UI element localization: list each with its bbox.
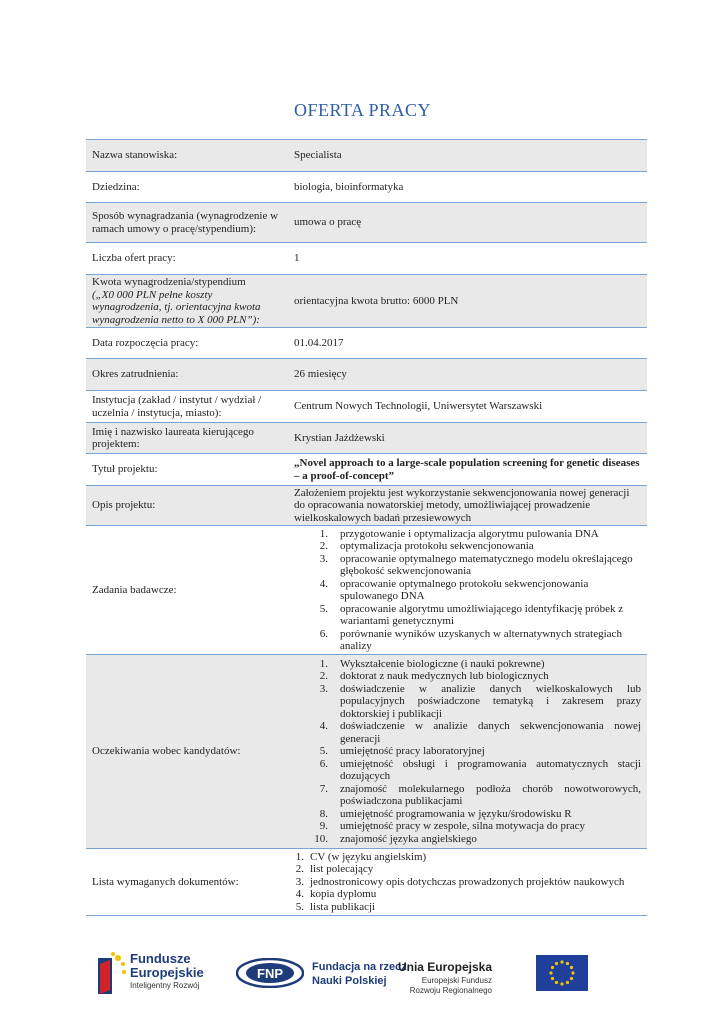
ue-subtitle xyxy=(410,976,492,996)
ue-title: Unia Europejska xyxy=(397,960,492,974)
row-value: 01.04.2017 xyxy=(288,328,647,359)
list-item xyxy=(294,808,641,821)
row-label: Sposób wynagradzania (wynagrodzenie w ramach umowy o pracę/stypendium): xyxy=(86,203,288,243)
list-item-number: 10. xyxy=(314,832,328,845)
research-tasks-list xyxy=(294,528,641,653)
row-value: biologia, bioinformatyka xyxy=(288,172,647,203)
table-row xyxy=(86,655,647,849)
ue-sub-line-2: Rozwoju Regionalnego xyxy=(409,986,492,995)
list-item-number: 4. xyxy=(295,888,304,901)
list-item-number: 2. xyxy=(295,863,304,876)
table-row xyxy=(86,391,647,423)
list-item xyxy=(294,901,641,914)
list-item-text: umiejętność pracy laboratoryjnej xyxy=(340,745,485,758)
list-item-text: doktorat z nauk medycznych lub biologicznych xyxy=(340,670,549,683)
fnp-line-2: Nauki Polskiej xyxy=(312,975,387,987)
row-value: Założeniem projektu jest wykorzystanie sekwencjonowania nowej generacji do opracowania nowatorskiej metody, umożliwiającej prowadzenie wielkoskalowych badań przesiewowych xyxy=(288,486,647,526)
row-label-note: („X0 000 PLN pełne koszty wynagrodzenia, tj. orientacyjna kwota wynagrodzenia netto to X 000 PLN”): xyxy=(92,288,261,326)
list-item-number: 8. xyxy=(319,807,328,820)
list-item-text: jednostronicowy opis dotychczas prowadzonych projektów naukowych xyxy=(310,875,625,888)
list-item-text: opracowanie algorytmu umożliwiającego identyfikację próbek z wariantami genetycznymi xyxy=(340,602,624,627)
list-item xyxy=(294,553,641,578)
table-row xyxy=(86,454,647,486)
documents-list xyxy=(294,851,641,914)
list-item-text: CV (w języku angielskim) xyxy=(310,850,427,863)
list-item-text: opracowanie optymalnego protokołu sekwencjonowania spulowanego DNA xyxy=(340,577,589,602)
list-item xyxy=(294,745,641,758)
list-item xyxy=(294,876,641,889)
list-item-number: 3. xyxy=(319,682,328,695)
list-item-text: znajomość języka angielskiego xyxy=(340,832,477,845)
row-label: Data rozpoczęcia pracy: xyxy=(86,328,288,359)
list-item-text: opracowanie optymalnego matematycznego modelu określającego głębokość sekwencjonowania xyxy=(340,552,633,577)
table-row xyxy=(86,526,647,655)
table-row xyxy=(86,275,647,328)
fe-name xyxy=(130,952,204,980)
table-row xyxy=(86,172,647,203)
list-item-number: 9. xyxy=(319,820,328,833)
list-item-text: porównanie wyników uzyskanych w alternatywnych strategiach analizy xyxy=(340,627,622,652)
row-label: Imię i nazwisko laureata kierującego projektem: xyxy=(86,423,288,454)
list-item-number: 3. xyxy=(319,552,328,565)
list-item-text: doświadczenie w analizie danych sekwencjonowania nowej generacji xyxy=(340,720,641,745)
list-item xyxy=(294,578,641,603)
list-item xyxy=(294,888,641,901)
list-item-number: 5. xyxy=(319,602,328,615)
fundusze-europejskie-emblem-icon xyxy=(96,950,128,996)
fundusze-europejskie-logo xyxy=(96,948,226,998)
list-item xyxy=(294,540,641,553)
research-tasks-cell xyxy=(288,526,647,655)
list-item xyxy=(294,820,641,833)
table-row xyxy=(86,203,647,243)
fnp-badge-text: FNP xyxy=(257,966,283,981)
list-item-text: umiejętność pracy w zespole, silna motywacja do pracy xyxy=(340,820,585,833)
table-row xyxy=(86,140,647,172)
list-item xyxy=(294,683,641,721)
list-item-text: lista publikacji xyxy=(310,900,376,913)
row-value: Krystian Jażdżewski xyxy=(288,423,647,454)
list-item-number: 5. xyxy=(295,900,304,913)
list-item-text: umiejętność obsługi i programowania automatycznych stacji dozujących xyxy=(340,757,641,783)
list-item xyxy=(294,863,641,876)
expectations-cell xyxy=(288,655,647,849)
fe-line-1: Fundusze xyxy=(130,951,191,966)
row-label: Oczekiwania wobec kandydatów: xyxy=(86,655,288,849)
row-label: Instytucja (zakład / instytut / wydział / uczelnia / instytucja, miasto): xyxy=(86,391,288,423)
table-row xyxy=(86,849,647,916)
unia-europejska-logo xyxy=(397,948,588,998)
list-item-text: umiejętność programowania w języku/środowisku R xyxy=(340,807,572,820)
list-item-number: 1. xyxy=(319,527,328,540)
list-item xyxy=(294,851,641,864)
list-item-number: 1. xyxy=(319,657,328,670)
list-item xyxy=(294,670,641,683)
list-item xyxy=(294,783,641,808)
list-item-number: 7. xyxy=(319,782,328,795)
row-label xyxy=(86,275,288,328)
row-value: orientacyjna kwota brutto: 6000 PLN xyxy=(288,275,647,328)
table-row xyxy=(86,359,647,391)
table-row xyxy=(86,486,647,526)
list-item-text: kopia dyplomu xyxy=(310,888,377,901)
list-item-text: list polecający xyxy=(310,863,374,876)
row-value: 26 miesięcy xyxy=(288,359,647,391)
job-offer-table xyxy=(86,139,647,916)
funding-logos-footer xyxy=(0,948,725,998)
eu-flag-icon xyxy=(536,955,588,991)
list-item-number: 1. xyxy=(295,850,304,863)
list-item xyxy=(294,658,641,671)
row-label: Tytuł projektu: xyxy=(86,454,288,486)
documents-cell xyxy=(288,849,647,916)
list-item xyxy=(294,528,641,541)
row-value: Centrum Nowych Technologii, Uniwersytet Warszawski xyxy=(288,391,647,423)
fe-subtitle: Inteligentny Rozwój xyxy=(130,981,200,990)
list-item-number: 2. xyxy=(319,540,328,552)
row-label-main: Kwota wynagrodzenia/stypendium xyxy=(92,276,246,288)
row-label: Liczba ofert pracy: xyxy=(86,243,288,275)
fnp-logo xyxy=(236,948,416,998)
list-item xyxy=(294,758,641,783)
row-label: Opis projektu: xyxy=(86,486,288,526)
list-item-number: 4. xyxy=(319,720,328,733)
list-item-number: 6. xyxy=(319,627,328,640)
row-label: Okres zatrudnienia: xyxy=(86,359,288,391)
table-row xyxy=(86,423,647,454)
list-item xyxy=(294,720,641,745)
list-item-text: przygotowanie i optymalizacja algorytmu pulowania DNA xyxy=(340,527,599,540)
row-label: Zadania badawcze: xyxy=(86,526,288,655)
row-label: Dziedzina: xyxy=(86,172,288,203)
expectations-list xyxy=(294,658,641,846)
ue-sub-line-1: Europejski Fundusz xyxy=(421,976,492,985)
row-label: Nazwa stanowiska: xyxy=(86,140,288,172)
list-item-text: znajomość molekularnego podłoża chorób nowotworowych, poświadczona publikacjami xyxy=(340,782,641,808)
page-title: OFERTA PRACY xyxy=(293,100,431,120)
row-value: umowa o pracę xyxy=(288,203,647,243)
row-value: Specialista xyxy=(288,140,647,172)
row-value: 1 xyxy=(288,243,647,275)
fnp-name xyxy=(312,960,407,988)
list-item-text: doświadczenie w analizie danych wielkoskalowych lub populacyjnych poświadczone tematyką i zakresem prazy doktorskiej i publikacji xyxy=(340,682,641,720)
fe-line-2: Europejskie xyxy=(130,965,204,980)
list-item-text: Wykształcenie biologiczne (i nauki pokrewne) xyxy=(340,657,545,670)
list-item-text: optymalizacja protokołu sekwencjonowania xyxy=(340,540,534,552)
row-label: Lista wymaganych dokumentów: xyxy=(86,849,288,916)
list-item xyxy=(294,833,641,846)
list-item-number: 4. xyxy=(319,577,328,590)
table-row xyxy=(86,243,647,275)
list-item xyxy=(294,628,641,653)
list-item-number: 6. xyxy=(319,757,328,770)
list-item xyxy=(294,603,641,628)
table-row xyxy=(86,328,647,359)
fnp-line-1: Fundacja na rzecz xyxy=(312,961,407,973)
list-item-number: 3. xyxy=(295,875,304,888)
project-title-value: „Novel approach to a large-scale population screening for genetic diseases – a proof-of-concept” xyxy=(288,454,647,486)
fnp-badge-icon xyxy=(236,958,304,988)
list-item-number: 5. xyxy=(319,745,328,758)
list-item-number: 2. xyxy=(319,670,328,683)
